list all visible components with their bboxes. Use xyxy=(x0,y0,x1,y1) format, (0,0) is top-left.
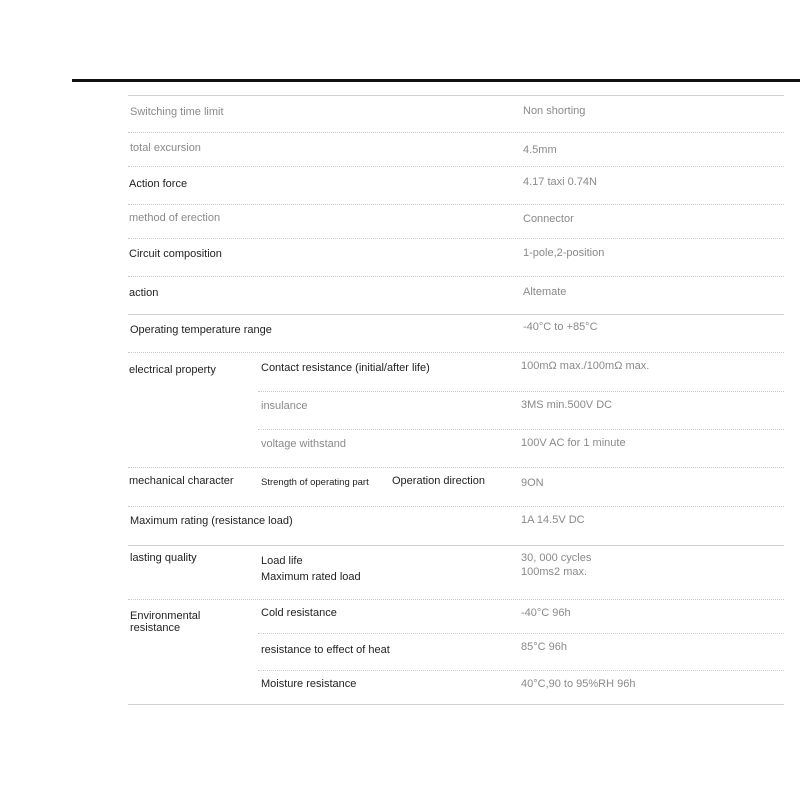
spec-row-total-excursion xyxy=(128,133,784,167)
spec-label: Operating temperature range xyxy=(130,324,272,336)
spec-value: 4.5mm xyxy=(523,144,557,156)
spec-subrow-insulance xyxy=(258,392,784,430)
spec-sublabel: insulance xyxy=(261,400,308,412)
spec-sublabel: Load life xyxy=(261,555,303,567)
spec-label: total excursion xyxy=(130,142,201,154)
top-divider-rule xyxy=(72,79,800,82)
spec-sublabel: Operation direction xyxy=(392,475,485,487)
spec-group-environmental-resistance xyxy=(128,600,784,705)
spec-value: 100ms2 max. xyxy=(521,566,588,578)
spec-row-action-force xyxy=(128,167,784,205)
spec-sublabel: Maximum rated load xyxy=(261,571,361,583)
spec-label: Maximum rating (resistance load) xyxy=(130,515,293,527)
spec-sublabel: Moisture resistance xyxy=(261,678,357,690)
spec-label: Switching time limit xyxy=(130,106,224,118)
spec-sublabel: resistance to effect of heat xyxy=(261,644,390,656)
spec-value: -40°C to +85°C xyxy=(523,321,598,333)
spec-subrow-moisture-resistance xyxy=(258,671,784,704)
spec-value: Altemate xyxy=(523,286,567,298)
spec-value: 9ON xyxy=(521,477,544,489)
spec-subrow-cold-resistance xyxy=(258,600,784,634)
spec-row-action xyxy=(128,277,784,315)
spec-subrow-voltage-withstand xyxy=(258,430,784,467)
spec-label: mechanical character xyxy=(129,475,234,487)
spec-row-switching-time-limit xyxy=(128,96,784,133)
spec-row-operating-temperature-range xyxy=(128,315,784,353)
spec-subrow-heat-resistance xyxy=(258,634,784,671)
group-label: resistance xyxy=(130,622,181,634)
spec-label: method of erection xyxy=(129,212,221,224)
spec-sublabel: Cold resistance xyxy=(261,607,337,619)
spec-row-mechanical-character xyxy=(128,468,784,507)
spec-label: action xyxy=(129,287,159,299)
spec-row-method-of-erection xyxy=(128,205,784,239)
spec-value: 30, 000 cycles xyxy=(521,552,592,564)
spec-value: 40°C,90 to 95%RH 96h xyxy=(521,678,636,690)
spec-group-electrical-property xyxy=(128,353,784,468)
spec-value: -40°C 96h xyxy=(521,607,571,619)
spec-row-maximum-rating xyxy=(128,507,784,546)
spec-label: Circuit composition xyxy=(129,248,222,260)
group-label: Environmental xyxy=(130,610,201,622)
spec-value: 3MS min.500V DC xyxy=(521,399,613,411)
spec-value: 100V AC for 1 minute xyxy=(521,437,626,449)
spec-value: 100mΩ max./100mΩ max. xyxy=(521,360,650,372)
spec-value: 85°C 96h xyxy=(521,641,567,653)
spec-value: Non shorting xyxy=(523,105,586,117)
spec-value: 1-pole,2-position xyxy=(523,247,605,259)
spec-sublabel: Contact resistance (initial/after life) xyxy=(261,362,430,374)
spec-value: 4.17 taxi 0.74N xyxy=(523,176,597,188)
group-label: electrical property xyxy=(129,364,216,376)
spec-label: Action force xyxy=(129,178,188,190)
spec-sublabel: Strength of operating part xyxy=(261,477,369,488)
spec-sublabel: voltage withstand xyxy=(261,438,346,450)
spec-subrow-contact-resistance xyxy=(258,353,784,392)
spec-row-circuit-composition xyxy=(128,239,784,277)
spec-label: lasting quality xyxy=(130,552,197,564)
spec-value: Connector xyxy=(523,213,574,225)
spec-table xyxy=(128,95,784,705)
spec-row-lasting-quality xyxy=(128,546,784,600)
spec-value: 1A 14.5V DC xyxy=(521,514,585,526)
